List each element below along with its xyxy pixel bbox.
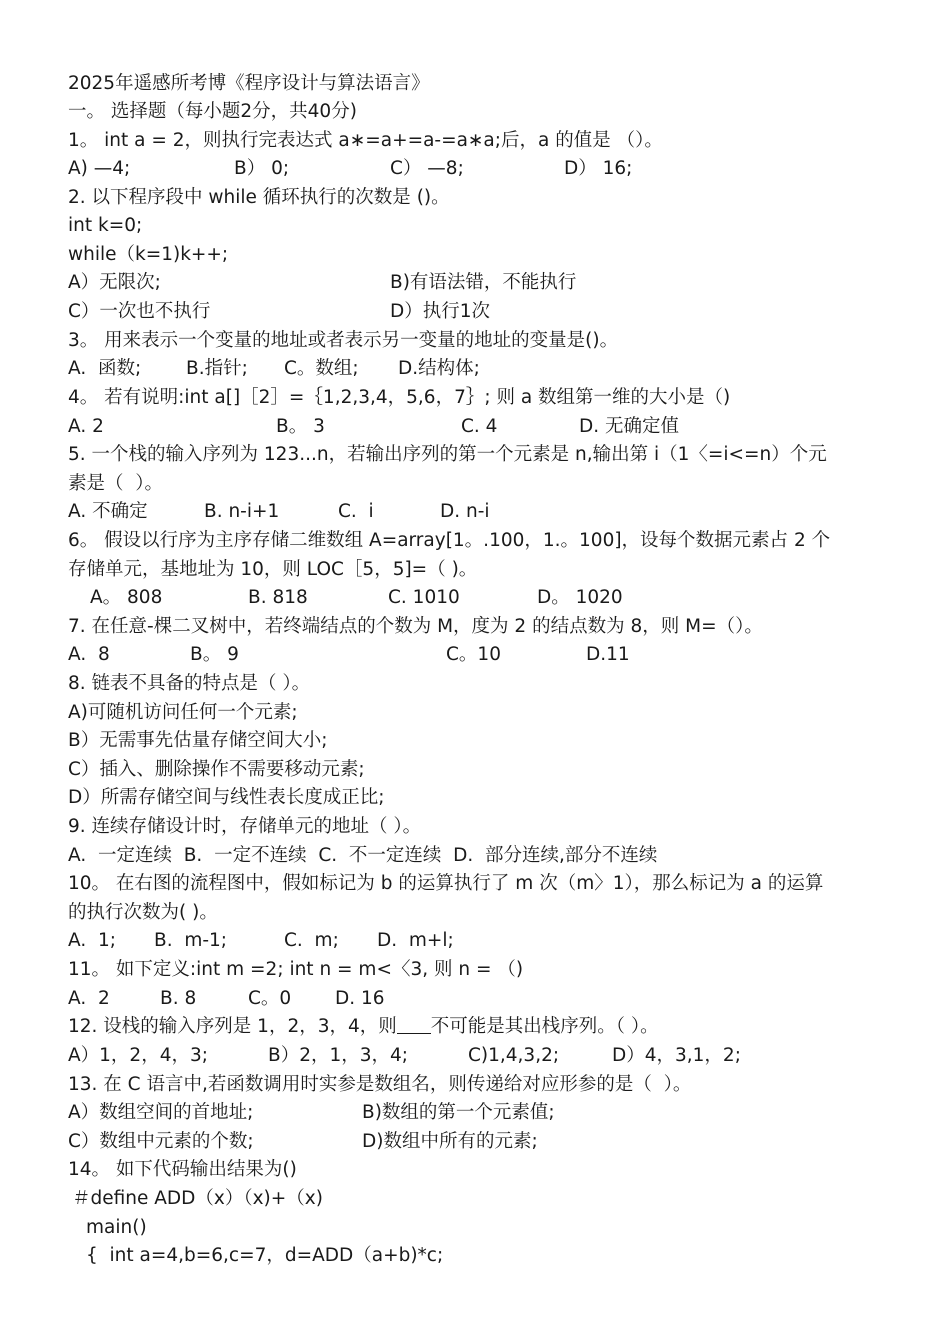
- option-a: A. 2: [68, 988, 110, 1009]
- answer-blank: [397, 1015, 431, 1034]
- option-c: C. i: [338, 501, 374, 522]
- option-d: D. 16: [335, 988, 385, 1009]
- option-c: C。10: [446, 644, 501, 665]
- option-d: D）所需存储空间与线性表长度成正比;: [68, 787, 385, 808]
- option-b: B. m-1;: [154, 930, 228, 951]
- option-c: C）一次也不执行: [68, 301, 211, 322]
- question-5-stem: 5. 一个栈的输入序列为 123...n，若输出序列的第一个元素是 n,输出第 i（1〈=i<=n）个元: [68, 444, 827, 465]
- option-c: C. 4: [461, 416, 498, 437]
- option-c: C. 1010: [388, 587, 460, 608]
- question-10-stem-cont: 的执行次数为( )。: [68, 902, 218, 923]
- option-a: A）1，2，4，3;: [68, 1045, 208, 1066]
- option-b: B.指针;: [186, 358, 248, 379]
- option-d: D. m+l;: [377, 930, 454, 951]
- option-b: B。 9: [190, 644, 239, 665]
- option-b: B）无需事先估量存储空间大小;: [68, 730, 328, 751]
- question-12-stem: [68, 1013, 659, 1041]
- question-2-options-row-2: [68, 298, 888, 326]
- question-6-stem-cont: 存储单元，基地址为 10，则 LOC［5，5]=（ )。: [68, 559, 478, 580]
- question-12-stem-before: 12. 设栈的输入序列是 1，2，3，4，则: [68, 1016, 397, 1037]
- question-5-options: [68, 498, 888, 526]
- question-2-options-row-1: [68, 269, 888, 297]
- option-c: C. m;: [284, 930, 339, 951]
- option-a: A. 函数;: [68, 358, 142, 379]
- option-b: B)数组的第一个元素值;: [362, 1102, 555, 1123]
- question-14-stem: 14。 如下代码输出结果为(): [68, 1159, 297, 1180]
- question-13-options-row-2: [68, 1128, 888, 1156]
- question-11-stem: 11。 如下定义:int m =2; int n = m<〈3, 则 n = （): [68, 959, 524, 980]
- section-heading: 一。 选择题（每小题2分，共40分): [68, 101, 357, 122]
- code-line: { int a=4,b=6,c=7，d=ADD（a+b)*c;: [86, 1245, 444, 1266]
- question-4-options: [68, 413, 888, 441]
- option-c: C）插入、删除操作不需要移动元素;: [68, 759, 365, 780]
- code-line: main(): [86, 1217, 147, 1238]
- question-12-options: [68, 1042, 888, 1070]
- option-b: B. n-i+1: [204, 501, 280, 522]
- option-d: D）4，3,1，2;: [612, 1045, 741, 1066]
- option-d: D.11: [586, 644, 630, 665]
- option-a: A）数组空间的首地址;: [68, 1102, 254, 1123]
- option-b: B。 3: [276, 416, 325, 437]
- option-a: A. 8: [68, 644, 110, 665]
- question-13-stem: 13. 在 C 语言中,若函数调用时实参是数组名，则传递给对应形参的是（ ）。: [68, 1074, 692, 1095]
- option-c: C。数组;: [284, 358, 359, 379]
- question-9-stem: 9. 连续存储设计时，存储单元的地址（ ）。: [68, 816, 422, 837]
- option-c: C）数组中元素的个数;: [68, 1131, 254, 1152]
- question-4-stem: 4。 若有说明:int a[]［2］=｛1,2,3,4，5,6，7｝; 则 a 数组第一维的大小是（): [68, 387, 731, 408]
- code-line: int k=0;: [68, 215, 143, 236]
- option-d: D. n-i: [440, 501, 490, 522]
- option-a: A. 1;: [68, 930, 116, 951]
- option-c: C)1,4,3,2;: [468, 1045, 560, 1066]
- question-6-options: [68, 584, 888, 612]
- option-a: A. 2: [68, 416, 104, 437]
- question-11-options: [68, 985, 888, 1013]
- option-a: A)可随机访问任何一个元素;: [68, 702, 298, 723]
- option-c: C） —8;: [390, 158, 464, 179]
- question-1-stem: 1。 int a = 2，则执行完表达式 a∗=a+=a-=a∗a;后，a 的值是 （）。: [68, 130, 663, 151]
- question-5-stem-cont: 素是（ ）。: [68, 473, 164, 494]
- question-12-stem-after: 不可能是其出栈序列。（ ）。: [430, 1016, 659, 1037]
- code-line: while（k=1)k++;: [68, 244, 229, 265]
- option-a: A。 808: [90, 587, 163, 608]
- question-10-options: [68, 927, 888, 955]
- option-d: D)数组中所有的元素;: [362, 1131, 538, 1152]
- option-a: A）无限次;: [68, 272, 161, 293]
- question-9-options: A. 一定连续 B. 一定不连续 C. 不一定连续 D. 部分连续,部分不连续: [68, 845, 658, 866]
- option-d: D） 16;: [564, 158, 633, 179]
- question-8-stem: 8. 链表不具备的特点是（ ）。: [68, 673, 311, 694]
- option-d: D。 1020: [537, 587, 623, 608]
- option-b: B. 8: [160, 988, 197, 1009]
- question-7-stem: 7. 在任意-棵二叉树中，若终端结点的个数为 M，度为 2 的结点数为 8，则 M=（）。: [68, 616, 763, 637]
- option-d: D. 无确定值: [579, 416, 680, 437]
- question-3-stem: 3。 用来表示一个变量的地址或者表示另一变量的地址的变量是()。: [68, 330, 619, 351]
- option-b: B） 0;: [234, 158, 290, 179]
- option-b: B)有语法错，不能执行: [390, 272, 577, 293]
- option-a: A. 不确定: [68, 501, 148, 522]
- document-title: 2025年遥感所考博《程序设计与算法语言》: [68, 73, 430, 94]
- question-10-stem: 10。 在右图的流程图中，假如标记为 b 的运算执行了 m 次（m〉1），那么标记为 a 的运算: [68, 873, 824, 894]
- question-13-options-row-1: [68, 1099, 888, 1127]
- option-b: B）2，1，3，4;: [268, 1045, 409, 1066]
- code-line: ＃define ADD（x）（x)+（x): [72, 1188, 323, 1209]
- option-a: A) —4;: [68, 158, 131, 179]
- question-3-options: [68, 355, 888, 383]
- question-6-stem: 6。 假设以行序为主序存储二维数组 A=array[1。.100，1.。100]，设每个数据元素占 2 个: [68, 530, 831, 551]
- option-c: C。0: [248, 988, 292, 1009]
- option-d: D.结构体;: [398, 358, 480, 379]
- option-b: B. 818: [248, 587, 308, 608]
- question-2-stem: 2. 以下程序段中 while 循环执行的次数是 ()。: [68, 187, 450, 208]
- question-1-options: [68, 155, 888, 183]
- question-7-options: [68, 641, 888, 669]
- option-d: D）执行1次: [390, 301, 491, 322]
